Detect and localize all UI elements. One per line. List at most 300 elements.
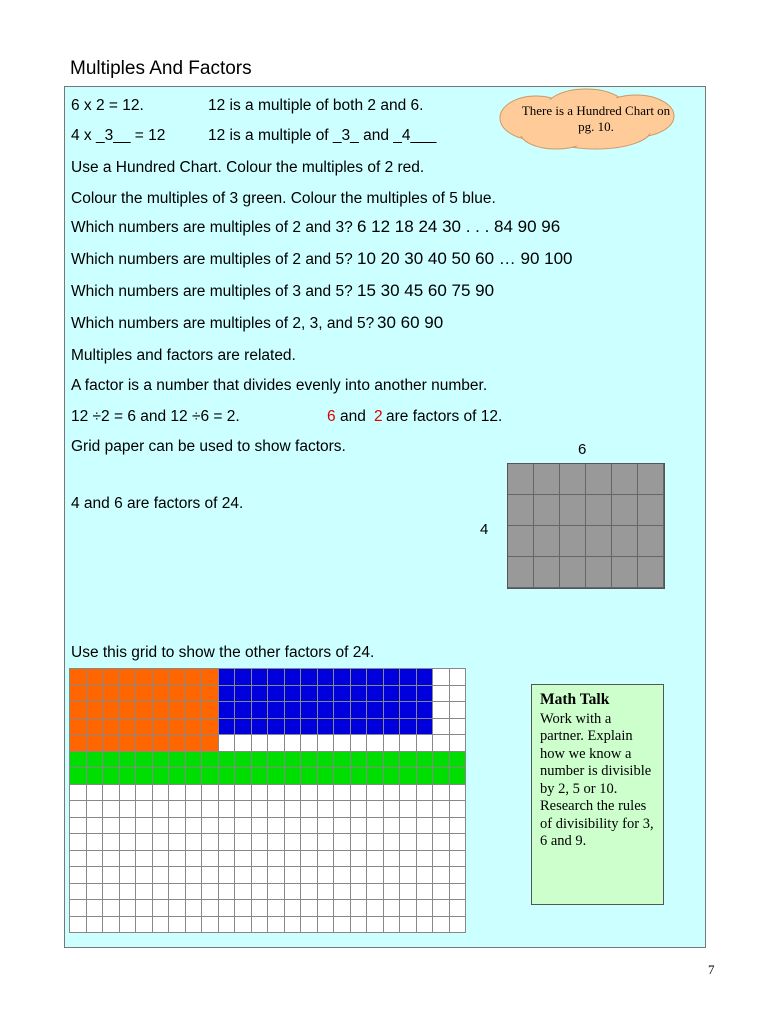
grid-cell-blue[interactable] (351, 686, 368, 703)
grid-cell[interactable] (87, 917, 104, 934)
grid-cell[interactable] (351, 834, 368, 851)
grid-cell-blue[interactable] (334, 686, 351, 703)
grid-cell-orange[interactable] (136, 669, 153, 686)
grid-cell-blue[interactable] (417, 686, 434, 703)
grid-cell[interactable] (235, 884, 252, 901)
grid-cell[interactable] (120, 900, 137, 917)
grid-cell-green[interactable] (103, 768, 120, 785)
grid-cell[interactable] (103, 900, 120, 917)
grid-cell[interactable] (120, 851, 137, 868)
grid-cell[interactable] (450, 719, 467, 736)
grid-cell[interactable] (301, 735, 318, 752)
grid-cell[interactable] (433, 801, 450, 818)
grid-cell-green[interactable] (169, 768, 186, 785)
grid-cell[interactable] (400, 735, 417, 752)
grid-cell[interactable] (367, 735, 384, 752)
grid-cell[interactable] (87, 801, 104, 818)
grid-cell[interactable] (384, 900, 401, 917)
grid-cell-green[interactable] (351, 752, 368, 769)
grid-cell-orange[interactable] (87, 669, 104, 686)
grid-cell[interactable] (252, 884, 269, 901)
grid-cell[interactable] (433, 785, 450, 802)
grid-cell-orange[interactable] (186, 735, 203, 752)
grid-cell-blue[interactable] (417, 669, 434, 686)
grid-cell[interactable] (103, 785, 120, 802)
grid-cell[interactable] (433, 818, 450, 835)
grid-cell-blue[interactable] (400, 719, 417, 736)
grid-cell-blue[interactable] (351, 669, 368, 686)
grid-cell[interactable] (433, 834, 450, 851)
grid-cell[interactable] (433, 884, 450, 901)
grid-cell[interactable] (169, 834, 186, 851)
grid-cell[interactable] (169, 785, 186, 802)
grid-cell[interactable] (433, 702, 450, 719)
grid-cell[interactable] (318, 785, 335, 802)
grid-cell[interactable] (450, 801, 467, 818)
grid-cell-blue[interactable] (367, 686, 384, 703)
grid-cell[interactable] (285, 917, 302, 934)
grid-cell-orange[interactable] (120, 719, 137, 736)
grid-cell[interactable] (417, 884, 434, 901)
grid-cell-blue[interactable] (301, 702, 318, 719)
grid-cell[interactable] (169, 818, 186, 835)
grid-cell[interactable] (70, 884, 87, 901)
grid-cell[interactable] (351, 735, 368, 752)
grid-cell-orange[interactable] (202, 686, 219, 703)
grid-cell-orange[interactable] (103, 719, 120, 736)
grid-cell[interactable] (351, 917, 368, 934)
grid-cell[interactable] (235, 834, 252, 851)
grid-cell[interactable] (120, 818, 137, 835)
grid-cell[interactable] (367, 900, 384, 917)
grid-cell[interactable] (301, 834, 318, 851)
grid-cell-green[interactable] (433, 768, 450, 785)
grid-cell-blue[interactable] (334, 719, 351, 736)
grid-cell-blue[interactable] (285, 719, 302, 736)
grid-cell-green[interactable] (400, 752, 417, 769)
grid-cell[interactable] (285, 785, 302, 802)
grid-cell-blue[interactable] (384, 686, 401, 703)
grid-cell[interactable] (301, 785, 318, 802)
grid-cell[interactable] (70, 851, 87, 868)
grid-cell-orange[interactable] (153, 735, 170, 752)
grid-cell-green[interactable] (384, 752, 401, 769)
grid-cell-green[interactable] (367, 752, 384, 769)
grid-cell[interactable] (268, 884, 285, 901)
grid-cell[interactable] (268, 917, 285, 934)
grid-cell[interactable] (450, 851, 467, 868)
grid-cell-green[interactable] (417, 752, 434, 769)
grid-cell[interactable] (384, 801, 401, 818)
grid-cell[interactable] (384, 735, 401, 752)
grid-cell[interactable] (450, 884, 467, 901)
grid-cell[interactable] (103, 884, 120, 901)
grid-cell[interactable] (120, 917, 137, 934)
grid-cell[interactable] (450, 686, 467, 703)
grid-cell[interactable] (384, 818, 401, 835)
grid-cell-green[interactable] (202, 752, 219, 769)
grid-cell[interactable] (153, 851, 170, 868)
grid-cell[interactable] (186, 900, 203, 917)
grid-cell[interactable] (334, 884, 351, 901)
grid-cell[interactable] (70, 801, 87, 818)
grid-cell[interactable] (235, 900, 252, 917)
grid-cell-orange[interactable] (70, 735, 87, 752)
grid-cell[interactable] (87, 867, 104, 884)
grid-cell[interactable] (334, 735, 351, 752)
grid-cell[interactable] (136, 818, 153, 835)
grid-cell-orange[interactable] (169, 735, 186, 752)
grid-cell-green[interactable] (136, 768, 153, 785)
grid-cell-orange[interactable] (202, 702, 219, 719)
grid-cell[interactable] (169, 917, 186, 934)
grid-cell-green[interactable] (400, 768, 417, 785)
grid-cell-orange[interactable] (186, 686, 203, 703)
grid-cell-orange[interactable] (120, 702, 137, 719)
grid-cell[interactable] (301, 801, 318, 818)
grid-cell-blue[interactable] (235, 686, 252, 703)
grid-cell-blue[interactable] (318, 686, 335, 703)
grid-cell[interactable] (202, 900, 219, 917)
grid-cell-blue[interactable] (318, 702, 335, 719)
grid-cell[interactable] (153, 834, 170, 851)
grid-cell[interactable] (120, 834, 137, 851)
grid-cell[interactable] (384, 785, 401, 802)
grid-cell[interactable] (252, 818, 269, 835)
grid-cell-green[interactable] (252, 752, 269, 769)
grid-cell[interactable] (103, 801, 120, 818)
grid-cell[interactable] (301, 818, 318, 835)
grid-cell-green[interactable] (367, 768, 384, 785)
grid-cell-green[interactable] (384, 768, 401, 785)
grid-cell-orange[interactable] (153, 702, 170, 719)
grid-cell-blue[interactable] (334, 702, 351, 719)
grid-cell[interactable] (433, 851, 450, 868)
grid-cell[interactable] (351, 900, 368, 917)
grid-cell-green[interactable] (450, 768, 467, 785)
grid-cell-green[interactable] (334, 768, 351, 785)
grid-cell[interactable] (70, 818, 87, 835)
grid-cell-green[interactable] (219, 752, 236, 769)
grid-cell-blue[interactable] (268, 686, 285, 703)
grid-cell[interactable] (87, 884, 104, 901)
grid-cell[interactable] (252, 834, 269, 851)
grid-cell[interactable] (384, 884, 401, 901)
grid-cell[interactable] (235, 851, 252, 868)
grid-cell[interactable] (367, 917, 384, 934)
grid-cell[interactable] (384, 851, 401, 868)
grid-cell-orange[interactable] (70, 719, 87, 736)
grid-cell-orange[interactable] (202, 669, 219, 686)
grid-cell-orange[interactable] (87, 735, 104, 752)
grid-cell[interactable] (433, 735, 450, 752)
grid-cell[interactable] (450, 818, 467, 835)
grid-cell[interactable] (268, 818, 285, 835)
grid-cell[interactable] (417, 785, 434, 802)
grid-cell[interactable] (120, 801, 137, 818)
grid-cell-orange[interactable] (169, 686, 186, 703)
grid-cell-green[interactable] (301, 752, 318, 769)
grid-cell-green[interactable] (87, 752, 104, 769)
grid-cell[interactable] (169, 867, 186, 884)
grid-cell[interactable] (169, 851, 186, 868)
grid-cell-blue[interactable] (400, 669, 417, 686)
grid-cell[interactable] (433, 867, 450, 884)
grid-cell[interactable] (400, 851, 417, 868)
grid-cell[interactable] (120, 867, 137, 884)
grid-cell-orange[interactable] (136, 686, 153, 703)
grid-cell-blue[interactable] (367, 719, 384, 736)
grid-cell[interactable] (219, 884, 236, 901)
grid-cell[interactable] (252, 900, 269, 917)
grid-cell[interactable] (235, 785, 252, 802)
grid-cell-orange[interactable] (186, 719, 203, 736)
grid-cell[interactable] (301, 884, 318, 901)
grid-cell[interactable] (136, 834, 153, 851)
grid-cell[interactable] (202, 851, 219, 868)
grid-cell[interactable] (252, 735, 269, 752)
grid-cell-blue[interactable] (219, 719, 236, 736)
grid-cell[interactable] (235, 867, 252, 884)
grid-cell[interactable] (235, 917, 252, 934)
grid-cell-blue[interactable] (334, 669, 351, 686)
grid-cell[interactable] (433, 669, 450, 686)
grid-cell[interactable] (351, 867, 368, 884)
grid-cell[interactable] (384, 917, 401, 934)
grid-cell-green[interactable] (103, 752, 120, 769)
grid-cell[interactable] (268, 785, 285, 802)
grid-cell-green[interactable] (417, 768, 434, 785)
grid-cell-orange[interactable] (103, 702, 120, 719)
grid-cell[interactable] (351, 851, 368, 868)
grid-cell[interactable] (301, 900, 318, 917)
grid-cell-blue[interactable] (235, 719, 252, 736)
grid-cell-green[interactable] (186, 752, 203, 769)
grid-cell[interactable] (400, 867, 417, 884)
grid-cell[interactable] (334, 785, 351, 802)
grid-cell[interactable] (153, 801, 170, 818)
grid-cell[interactable] (87, 834, 104, 851)
grid-cell-blue[interactable] (268, 719, 285, 736)
grid-cell-orange[interactable] (120, 669, 137, 686)
grid-cell[interactable] (417, 900, 434, 917)
grid-cell[interactable] (87, 818, 104, 835)
grid-cell[interactable] (235, 801, 252, 818)
grid-cell-blue[interactable] (351, 719, 368, 736)
grid-cell[interactable] (153, 818, 170, 835)
grid-cell[interactable] (202, 818, 219, 835)
grid-cell[interactable] (285, 900, 302, 917)
grid-cell-blue[interactable] (367, 669, 384, 686)
grid-cell[interactable] (136, 785, 153, 802)
grid-cell-green[interactable] (120, 768, 137, 785)
grid-cell[interactable] (87, 785, 104, 802)
grid-cell[interactable] (87, 900, 104, 917)
grid-cell-blue[interactable] (219, 686, 236, 703)
grid-cell-green[interactable] (351, 768, 368, 785)
grid-cell[interactable] (285, 834, 302, 851)
grid-cell-blue[interactable] (235, 669, 252, 686)
grid-cell-blue[interactable] (318, 669, 335, 686)
grid-cell[interactable] (136, 917, 153, 934)
grid-cell[interactable] (351, 801, 368, 818)
grid-cell[interactable] (367, 785, 384, 802)
grid-cell-orange[interactable] (136, 735, 153, 752)
grid-cell[interactable] (318, 900, 335, 917)
grid-cell-green[interactable] (285, 752, 302, 769)
grid-cell-blue[interactable] (252, 702, 269, 719)
grid-cell[interactable] (219, 801, 236, 818)
grid-cell[interactable] (103, 818, 120, 835)
grid-cell-blue[interactable] (351, 702, 368, 719)
grid-cell[interactable] (318, 801, 335, 818)
grid-cell-green[interactable] (70, 752, 87, 769)
grid-cell[interactable] (367, 851, 384, 868)
grid-cell[interactable] (103, 867, 120, 884)
grid-cell-green[interactable] (120, 752, 137, 769)
grid-cell[interactable] (384, 834, 401, 851)
grid-cell[interactable] (202, 884, 219, 901)
grid-cell[interactable] (219, 818, 236, 835)
grid-cell[interactable] (285, 867, 302, 884)
grid-cell[interactable] (252, 867, 269, 884)
grid-cell[interactable] (367, 801, 384, 818)
grid-cell[interactable] (219, 851, 236, 868)
grid-cell[interactable] (450, 669, 467, 686)
grid-cell-green[interactable] (318, 768, 335, 785)
grid-cell[interactable] (120, 785, 137, 802)
grid-cell[interactable] (186, 818, 203, 835)
grid-cell-orange[interactable] (87, 719, 104, 736)
grid-cell-green[interactable] (169, 752, 186, 769)
grid-cell[interactable] (219, 735, 236, 752)
grid-cell[interactable] (186, 867, 203, 884)
grid-cell[interactable] (417, 801, 434, 818)
grid-cell[interactable] (285, 884, 302, 901)
grid-cell-orange[interactable] (70, 702, 87, 719)
grid-cell-blue[interactable] (285, 702, 302, 719)
grid-cell-blue[interactable] (301, 669, 318, 686)
grid-cell-blue[interactable] (384, 719, 401, 736)
grid-cell[interactable] (318, 867, 335, 884)
grid-cell[interactable] (153, 900, 170, 917)
grid-cell-green[interactable] (285, 768, 302, 785)
grid-cell-orange[interactable] (153, 669, 170, 686)
grid-cell-orange[interactable] (70, 686, 87, 703)
grid-cell[interactable] (450, 735, 467, 752)
grid-cell[interactable] (318, 834, 335, 851)
grid-cell[interactable] (417, 917, 434, 934)
grid-cell[interactable] (450, 867, 467, 884)
grid-cell[interactable] (417, 818, 434, 835)
grid-cell[interactable] (153, 917, 170, 934)
grid-cell-green[interactable] (202, 768, 219, 785)
grid-cell[interactable] (70, 785, 87, 802)
grid-cell[interactable] (450, 785, 467, 802)
grid-cell[interactable] (219, 834, 236, 851)
grid-cell[interactable] (334, 900, 351, 917)
grid-cell[interactable] (334, 851, 351, 868)
grid-cell[interactable] (136, 867, 153, 884)
grid-cell-green[interactable] (235, 768, 252, 785)
grid-cell-blue[interactable] (417, 719, 434, 736)
grid-cell[interactable] (103, 834, 120, 851)
grid-cell[interactable] (367, 867, 384, 884)
grid-cell-green[interactable] (186, 768, 203, 785)
grid-cell[interactable] (235, 818, 252, 835)
grid-cell[interactable] (70, 900, 87, 917)
grid-cell-green[interactable] (318, 752, 335, 769)
grid-cell-orange[interactable] (120, 686, 137, 703)
grid-cell-blue[interactable] (268, 669, 285, 686)
grid-cell-blue[interactable] (285, 669, 302, 686)
grid-cell[interactable] (186, 801, 203, 818)
grid-cell-orange[interactable] (70, 669, 87, 686)
grid-cell-green[interactable] (268, 768, 285, 785)
grid-cell[interactable] (285, 851, 302, 868)
grid-cell-green[interactable] (153, 768, 170, 785)
grid-cell[interactable] (252, 785, 269, 802)
grid-cell[interactable] (186, 785, 203, 802)
grid-cell-blue[interactable] (384, 702, 401, 719)
grid-cell[interactable] (318, 917, 335, 934)
grid-cell-blue[interactable] (400, 702, 417, 719)
grid-cell[interactable] (400, 785, 417, 802)
grid-cell[interactable] (301, 851, 318, 868)
grid-cell[interactable] (186, 834, 203, 851)
grid-cell[interactable] (318, 851, 335, 868)
grid-cell[interactable] (169, 900, 186, 917)
grid-cell-green[interactable] (252, 768, 269, 785)
grid-cell[interactable] (301, 917, 318, 934)
grid-cell[interactable] (70, 917, 87, 934)
grid-cell[interactable] (136, 884, 153, 901)
grid-cell-orange[interactable] (87, 686, 104, 703)
grid-cell-blue[interactable] (367, 702, 384, 719)
grid-cell[interactable] (334, 801, 351, 818)
grid-cell[interactable] (450, 900, 467, 917)
grid-cell-orange[interactable] (186, 702, 203, 719)
grid-cell[interactable] (417, 867, 434, 884)
grid-cell[interactable] (120, 884, 137, 901)
grid-cell[interactable] (202, 785, 219, 802)
grid-cell[interactable] (334, 818, 351, 835)
grid-cell[interactable] (219, 867, 236, 884)
grid-cell[interactable] (268, 851, 285, 868)
grid-cell-blue[interactable] (301, 686, 318, 703)
grid-cell[interactable] (202, 917, 219, 934)
grid-cell-blue[interactable] (285, 686, 302, 703)
grid-cell-blue[interactable] (384, 669, 401, 686)
grid-cell[interactable] (219, 900, 236, 917)
grid-cell[interactable] (70, 834, 87, 851)
grid-cell[interactable] (153, 867, 170, 884)
grid-cell-orange[interactable] (169, 669, 186, 686)
grid-cell[interactable] (268, 735, 285, 752)
grid-cell[interactable] (367, 834, 384, 851)
grid-cell-orange[interactable] (103, 669, 120, 686)
grid-cell-blue[interactable] (252, 669, 269, 686)
grid-cell[interactable] (433, 900, 450, 917)
grid-cell[interactable] (87, 851, 104, 868)
grid-cell-green[interactable] (235, 752, 252, 769)
grid-cell-green[interactable] (268, 752, 285, 769)
grid-cell[interactable] (136, 900, 153, 917)
grid-cell-orange[interactable] (136, 702, 153, 719)
grid-cell[interactable] (219, 917, 236, 934)
grid-cell[interactable] (103, 917, 120, 934)
grid-cell-orange[interactable] (202, 719, 219, 736)
